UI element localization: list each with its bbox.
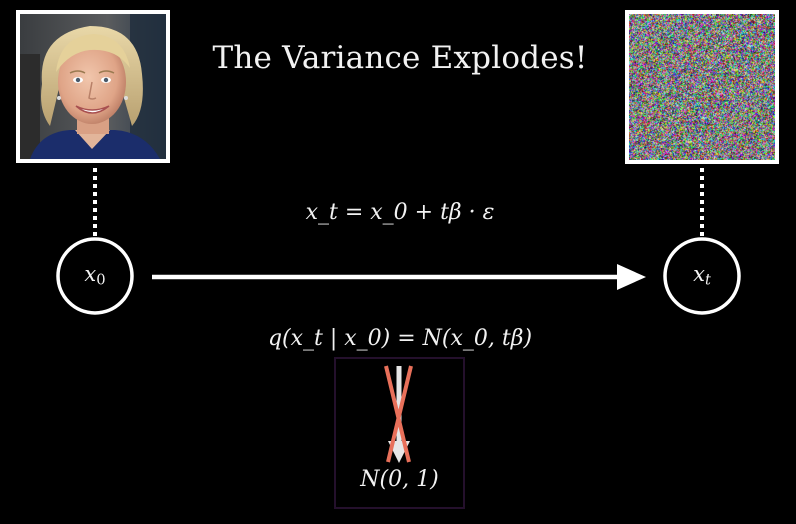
node-xt-label: $x_t$ — [693, 262, 711, 289]
node-x0-label: $x_0$ — [84, 262, 106, 289]
diagram-title: The Variance Explodes! — [212, 40, 588, 76]
marginal-equation: q(x_t | x_0) = N(x_0, tβ) — [267, 326, 533, 351]
forward-arrow-head — [617, 264, 646, 290]
standard-normal-label: N(0, 1) — [360, 467, 439, 492]
forward-equation: x_t = x_0 + tβ · ε — [305, 200, 495, 225]
